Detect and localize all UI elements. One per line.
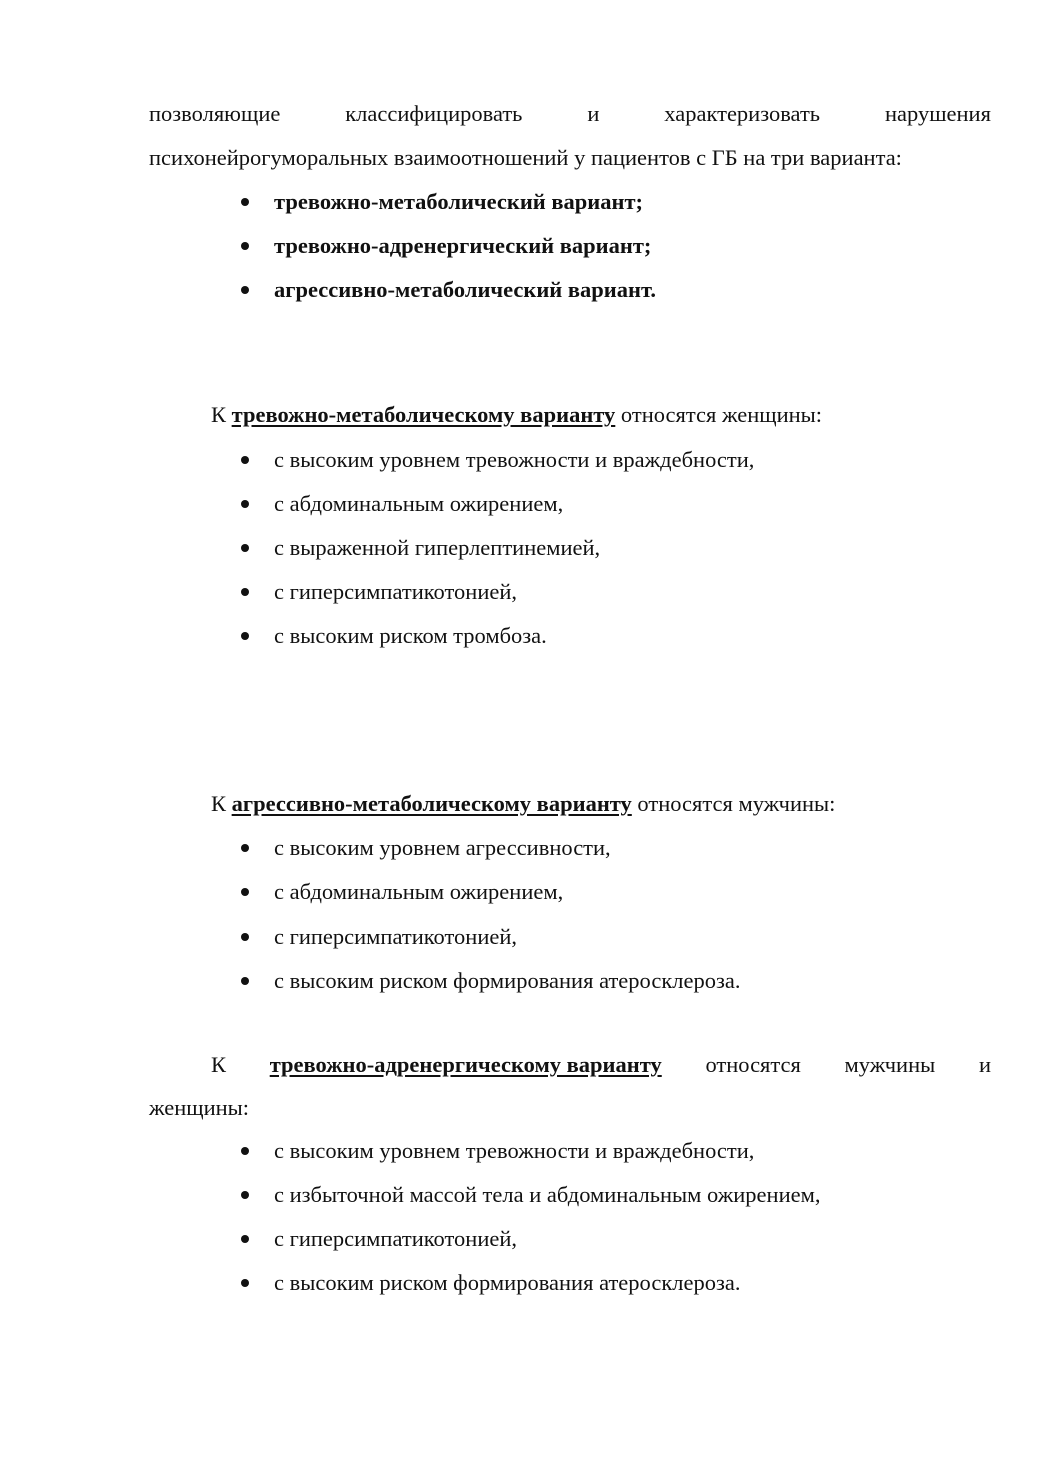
- bullet-icon: [241, 1235, 249, 1243]
- list-item-text: с высоким риском тромбоза.: [274, 623, 547, 648]
- intro-line-2: психонейрогуморальных взаимоотношений у пациентов с ГБ на три варианта:: [149, 145, 902, 170]
- section1-list-item: [241, 533, 600, 563]
- bullet-icon: [241, 977, 249, 985]
- bullet-icon: [241, 588, 249, 596]
- list-item-text: с высоким риском формирования атеросклероза.: [274, 1270, 741, 1295]
- bullet-icon: [241, 1279, 249, 1287]
- section2-suffix: относятся мужчины:: [631, 791, 836, 816]
- section1-heading: [211, 400, 822, 430]
- intro-word: и: [587, 101, 600, 126]
- list-item-text: с высоким уровнем тревожности и враждебности,: [274, 1138, 755, 1163]
- intro-word: классифицировать: [345, 101, 523, 126]
- section3-heading-line-2: женщины:: [149, 1095, 250, 1120]
- section1-prefix: К: [211, 402, 232, 427]
- section3-heading-line-1: [211, 1050, 991, 1080]
- bullet-icon: [241, 1147, 249, 1155]
- bullet-icon: [241, 844, 249, 852]
- section2-list-item: [241, 833, 611, 863]
- section1-suffix: относятся женщины:: [615, 402, 823, 427]
- variant-text: агрессивно-метаболический вариант.: [274, 277, 656, 302]
- section3-list-item: [241, 1180, 820, 1210]
- section2-heading: [211, 789, 835, 819]
- bullet-icon: [241, 242, 249, 250]
- list-item-text: с высоким риском формирования атеросклероза.: [274, 968, 741, 993]
- bullet-icon: [241, 500, 249, 508]
- intro-line-1: [149, 99, 991, 129]
- section3-word: К: [211, 1052, 227, 1077]
- bullet-icon: [241, 198, 249, 206]
- section1-list-item: [241, 577, 517, 607]
- intro-word: характеризовать: [664, 101, 821, 126]
- section2-prefix: К: [211, 791, 232, 816]
- list-item-text: с гиперсимпатикотонией,: [274, 924, 518, 949]
- list-item-text: с высоким уровнем агрессивности,: [274, 835, 611, 860]
- list-item-text: с выраженной гиперлептинемией,: [274, 535, 601, 560]
- list-item-text: с избыточной массой тела и абдоминальным ожирением,: [274, 1182, 821, 1207]
- section3-list-item: [241, 1268, 740, 1298]
- section2-list-item: [241, 877, 563, 907]
- bullet-icon: [241, 632, 249, 640]
- section3-list-item: [241, 1136, 754, 1166]
- variant-text: тревожно-адренергический вариант;: [274, 233, 652, 258]
- section3-word: и: [978, 1052, 991, 1077]
- variant-list-item: [241, 187, 643, 217]
- bullet-icon: [241, 933, 249, 941]
- bullet-icon: [241, 544, 249, 552]
- list-item-text: с абдоминальным ожирением,: [274, 879, 564, 904]
- variant-list-item: [241, 275, 656, 305]
- bullet-icon: [241, 888, 249, 896]
- intro-word: позволяющие: [149, 101, 281, 126]
- list-item-text: с гиперсимпатикотонией,: [274, 579, 518, 604]
- section1-list-item: [241, 445, 754, 475]
- list-item-text: с гиперсимпатикотонией,: [274, 1226, 518, 1251]
- section3-word: мужчины: [844, 1052, 936, 1077]
- section1-list-item: [241, 621, 547, 651]
- intro-word: нарушения: [884, 101, 991, 126]
- section2-list-item: [241, 922, 517, 952]
- bullet-icon: [241, 456, 249, 464]
- section2-list-item: [241, 966, 740, 996]
- variant-text: тревожно-метаболический вариант;: [274, 189, 644, 214]
- section1-term: тревожно-метаболическому варианту: [231, 402, 616, 427]
- section3-term: тревожно-адренергическому варианту: [269, 1052, 662, 1077]
- section3-list-item: [241, 1224, 517, 1254]
- list-item-text: с абдоминальным ожирением,: [274, 491, 564, 516]
- section2-term: агрессивно-метаболическому варианту: [231, 791, 632, 816]
- bullet-icon: [241, 1191, 249, 1199]
- variant-list-item: [241, 231, 651, 261]
- list-item-text: с высоким уровнем тревожности и враждебности,: [274, 447, 755, 472]
- section1-list-item: [241, 489, 563, 519]
- bullet-icon: [241, 286, 249, 294]
- section3-word: относятся: [705, 1052, 801, 1077]
